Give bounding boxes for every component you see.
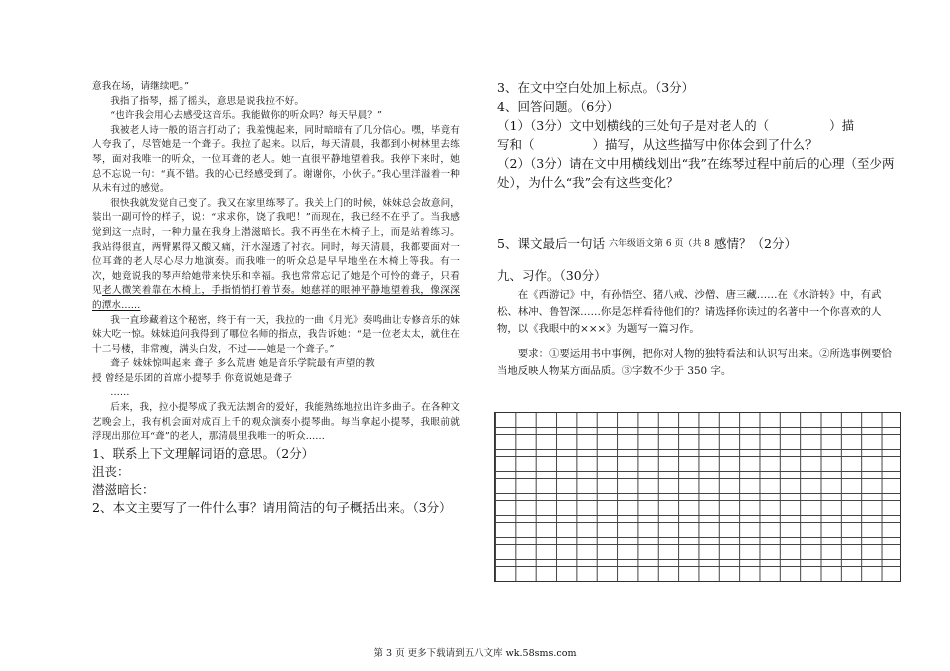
right-column [497, 78, 897, 380]
q5-text: 5、课文最后一句话 [497, 236, 605, 251]
dialogue-line: 授 曾经是乐团的首席小提琴手 你竟说她是聋子 [92, 372, 293, 384]
q4-1-text: 写和（ [497, 137, 535, 152]
passage-paragraph: 我一直珍藏着这个秘密，终于有一天，我拉的一曲《月光》奏鸣曲让专修音乐的妹妹大吃一惊。妹妹追问我得到了哪位名师的指点，我告诉她：“是一位老太太，就住在十二号楼，非常瘦，满头白发，不过——她是一个聋子。” [92, 314, 461, 355]
passage-paragraph: “也许我会用心去感受这音乐。我能做你的听众吗？每天早晨？” [110, 110, 382, 122]
question-1-word-1: 沮丧： [92, 463, 130, 479]
passage-text: 很快我就发觉自己变了。我又在家里练琴了。我关上门的时候，妹妹总会故意问，装出一副可怜的样子，说：“求求你，饶了我吧！”而现在，我已经不在乎了。当我感觉到这一点时，一种力量在我身上潜滋暗长。我不再坐在木椅子上，而是站着练习。我站得很直，两臂累得又酸又痛，汗水湿透了衬衣。同时，每天清晨，我都要面对一位耳聋的老人尽心尽力地演奏。而我唯一的听众总是早早地坐在木椅上等我。有一次，她竟说我的琴声给她带来快乐和幸福。我也常常忘记了她是个可怜的聋子，只看见 [92, 197, 460, 297]
passage-paragraph: 后来，我，拉小提琴成了我无法割舍的爱好，我能熟练地拉出许多曲子。在各种文艺晚会上，我有机会面对成百上千的观众演奏小提琴曲。每当拿起小提琴，我眼前就浮现出那位耳“聋”的老人，那清晨里我唯一的听众…… [92, 402, 460, 443]
question-2: 2、本文主要写了一件什么事？请用简洁的句子概括出来。（3分） [92, 499, 452, 515]
dialogue-line: 聋子 妹妹惊叫起来 聋子 多么荒唐 她是音乐学院最有声望的教 [110, 358, 375, 370]
q5-text: 感情？（2分） [714, 236, 797, 251]
page-footer: 第 3 页 更多下载请到五八文库 wk.58sms.com [373, 648, 577, 659]
left-column [92, 80, 460, 517]
section-9-title: 九、习作。（30分） [497, 268, 607, 283]
overlapping-page-footer: 六年级语文第 6 页（共 8 [608, 239, 711, 249]
q4-1-text: ）描 [829, 118, 855, 133]
passage-paragraph: 我被老人诗一般的语言打动了；我羞愧起来，同时暗暗有了几分信心。嘿，毕竟有人夸我了，尽管她是一个聋子。我拉了起来。以后，每天清晨，我都到小树林里去练琴，面对我唯一的听众，一位耳聋的老人。她一直很平静地望着我。我停下来时，她总不忘说一句：“真不错。我的心已经感受到了。谢谢你，小伙子。”我心里洋溢着一种从未有过的感觉。 [92, 124, 460, 195]
passage-paragraph: 意我在场，请继续吧。” [92, 81, 190, 92]
q4-1-text: ）描写，从这些描写中你体会到了什么？ [592, 137, 818, 152]
question-3: 3、在文中空白处加上标点。（3分） [497, 80, 695, 95]
q4-1-text: （1）（3分）文中划横线的三处句子是对老人的（ [497, 118, 770, 133]
passage-paragraph: 我指了指琴，摇了摇头，意思是说我拉不好。 [110, 95, 305, 107]
question-4: 4、回答问题。（6分） [497, 99, 620, 114]
question-1: 1、联系上下文理解词语的意思。（2分） [92, 445, 315, 461]
essay-requirements: 要求：①要运用书中事例，把你对人物的独特看法和认识写出来。②所选事例要恰当地反映人物某方面品质。③字数不少于 350 字。 [497, 348, 892, 377]
question-4-part-1 [497, 116, 897, 154]
underlined-sentence: 老人微笑着靠在木椅上，手指悄悄打着节奏。她慈祥的眼神平静地望着我，像深深的潭水…… [92, 285, 460, 311]
dialogue-line: …… [110, 387, 130, 399]
question-5 [497, 234, 897, 254]
question-4-part-2: （2）（3分）请在文中用横线划出“我”在练琴过程中前后的心理（至少两处），为什么“我”会有这些变化？ [497, 156, 895, 190]
essay-prompt: 在《西游记》中，有孙悟空、猪八戒、沙僧、唐三藏……在《水浒转》中，有武松、林冲、鲁智深……你是怎样看待他们的？请选择你读过的名著中一个你喜欢的人物，以《我眼中的×××》为题写一篇习作。 [497, 289, 882, 335]
passage-paragraph [92, 197, 460, 314]
composition-grid[interactable] [494, 412, 901, 582]
question-1-word-2: 潜滋暗长： [92, 481, 155, 497]
